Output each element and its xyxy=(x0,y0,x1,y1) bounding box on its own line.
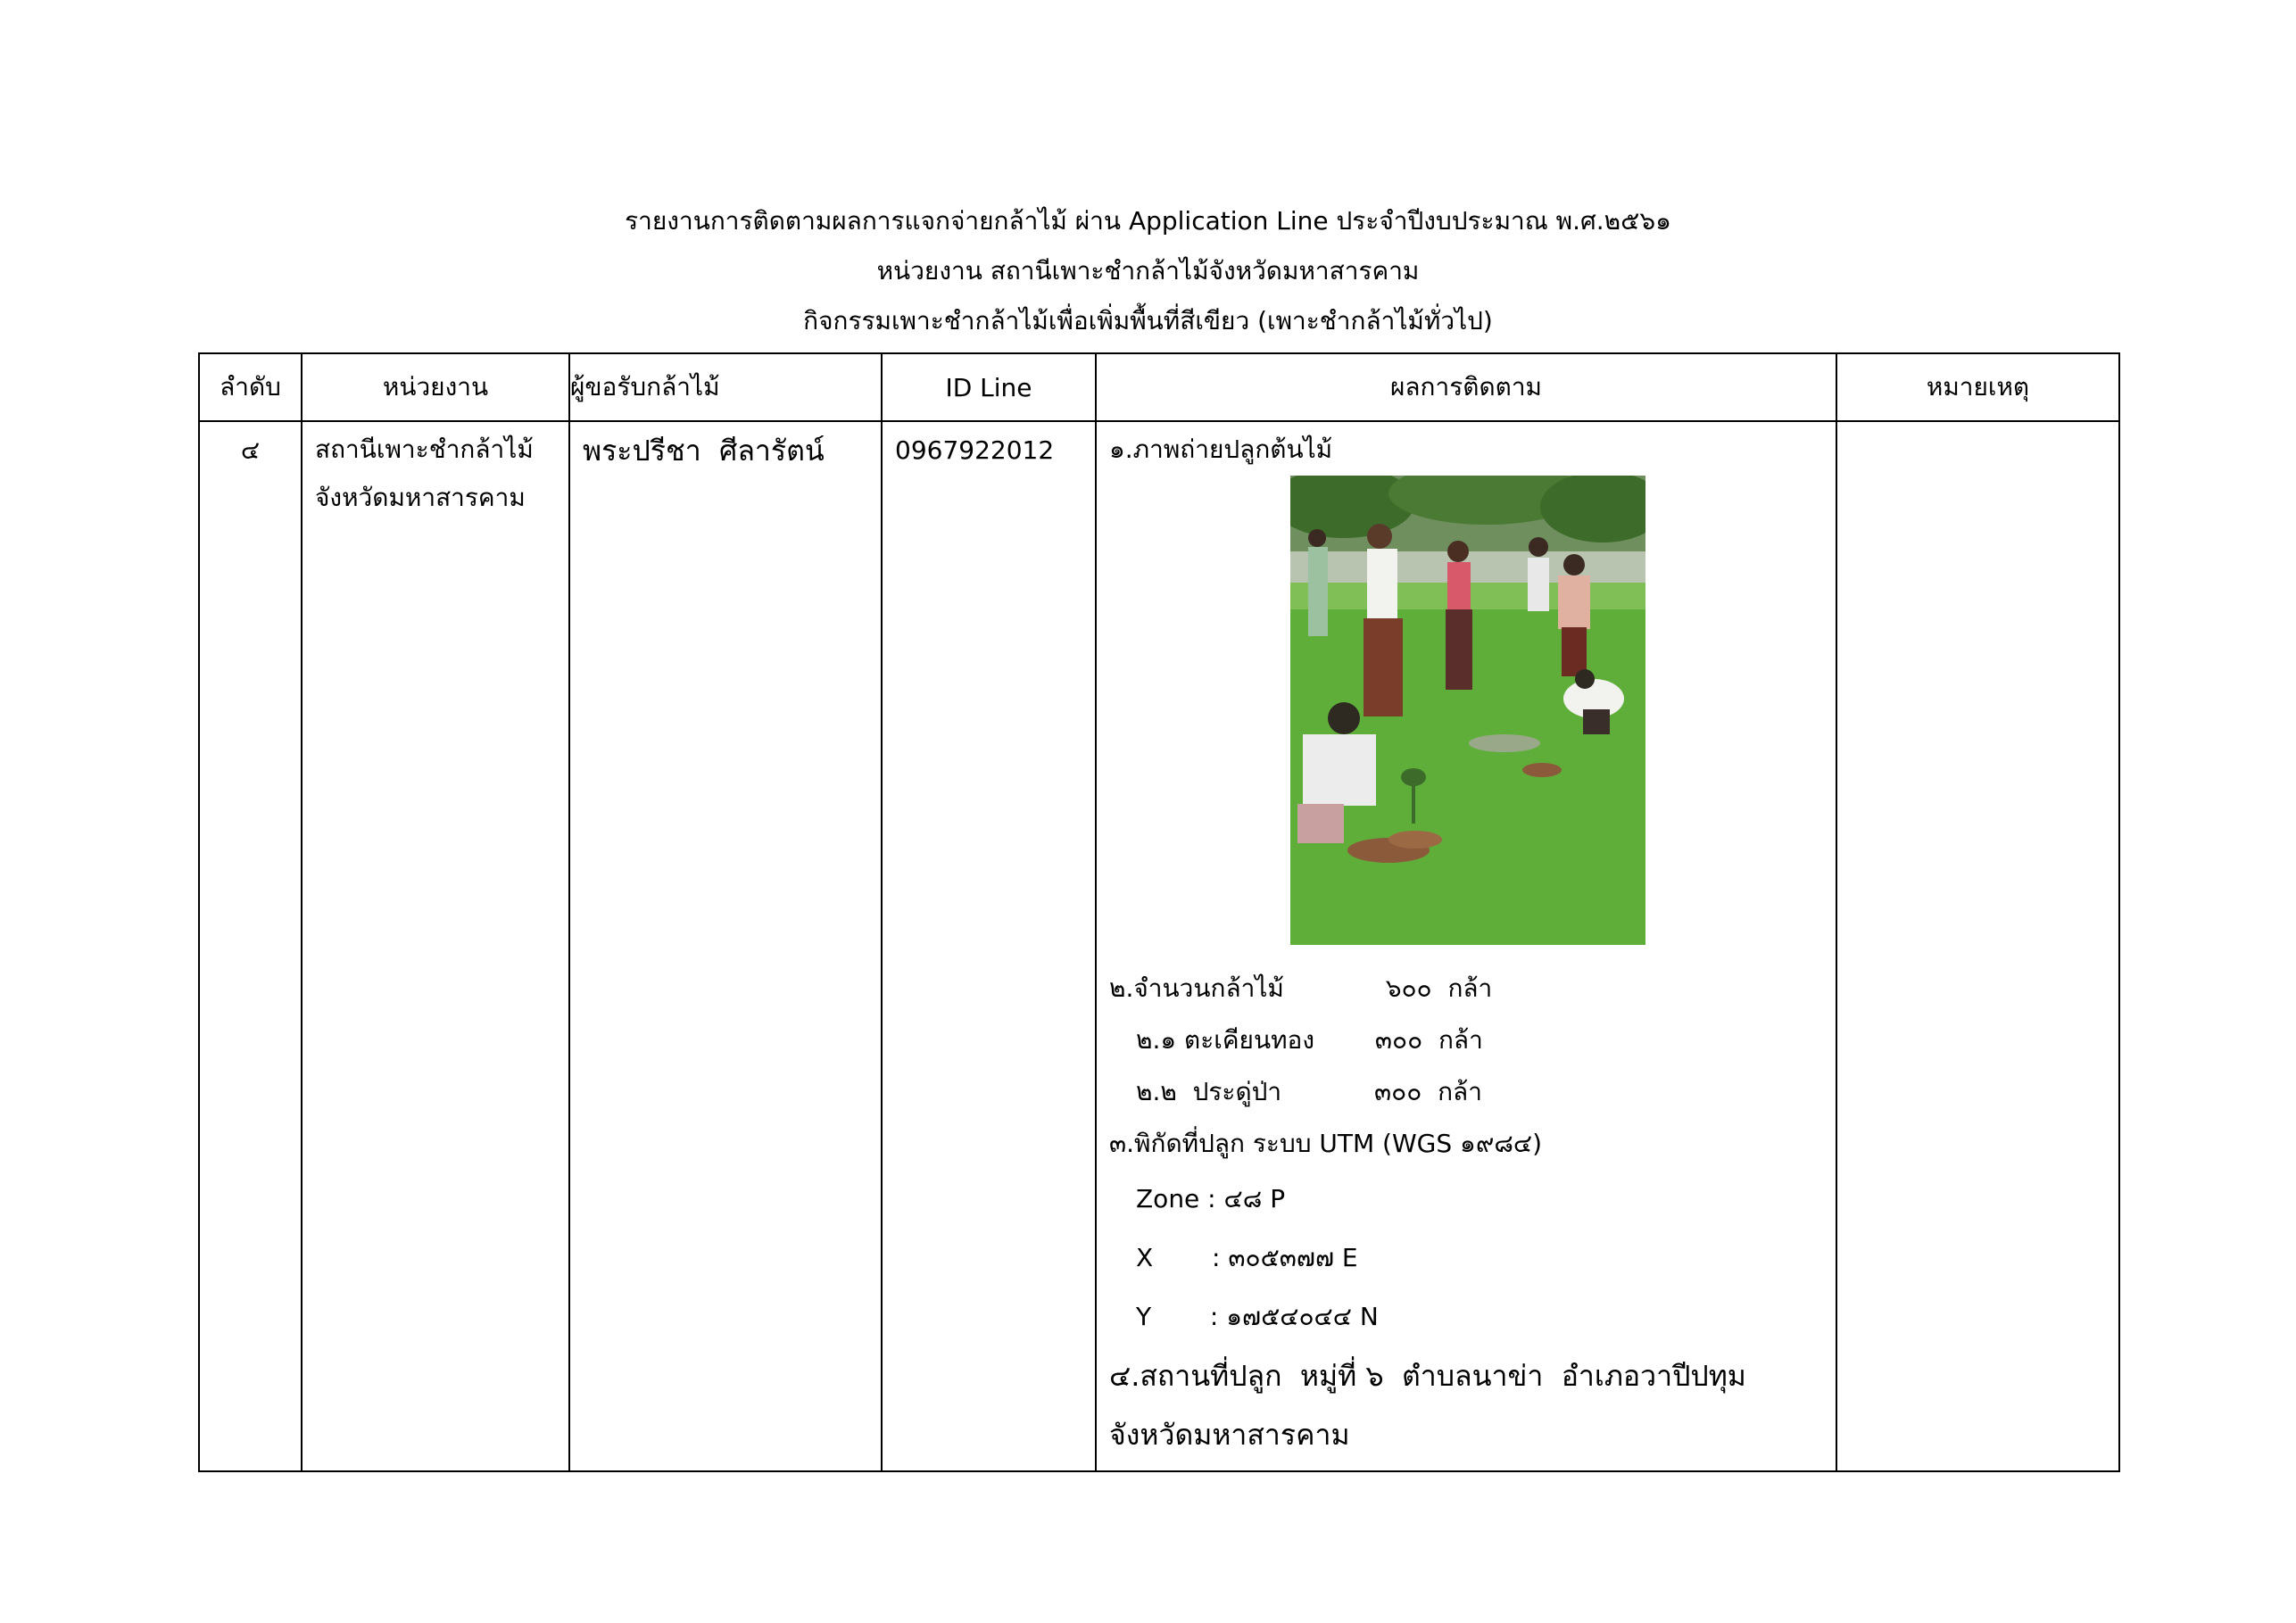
col-agency: หน่วยงาน xyxy=(302,353,569,421)
col-id-line: ID Line xyxy=(882,353,1096,421)
cell-result xyxy=(1096,421,1836,1471)
order-value: ๔ xyxy=(240,435,261,465)
agency-line1: สถานีเพาะชำกล้าไม้ xyxy=(315,435,534,464)
utm-y-label: Y xyxy=(1136,1302,1152,1331)
item2-row xyxy=(1097,1066,1836,1118)
col-order: ลำดับ xyxy=(199,353,302,421)
coord-label: ๓.พิกัดที่ปลูก ระบบ UTM (WGS ๑๙๘๔) xyxy=(1109,1129,1543,1158)
item2-label: ๒.๒ ประดู่ป่า xyxy=(1136,1077,1282,1106)
item1-count: ๓๐๐ กล้า xyxy=(1374,1025,1483,1055)
report-agency: หน่วยงาน สถานีเพาะชำกล้าไม้จังหวัดมหาสารคาม xyxy=(876,256,1420,286)
utm-y-value: : ๑๗๕๔๐๔๔ N xyxy=(1209,1302,1379,1331)
col-result: ผลการติดตาม xyxy=(1096,353,1836,421)
item1-label: ๒.๑ ตะเคียนทอง xyxy=(1136,1025,1315,1055)
col-recipient: ผู้ขอรับกล้าไม้ xyxy=(569,353,882,421)
item2-count: ๓๐๐ กล้า xyxy=(1373,1077,1482,1106)
location-line2: จังหวัดมหาสารคาม xyxy=(1109,1418,1350,1452)
report-title: รายงานการติดตามผลการแจกจ่ายกล้าไม้ ผ่าน Application Line ประจำปีงบประมาณ พ.ศ.๒๕๖๑ xyxy=(625,206,1671,236)
item1-row xyxy=(1097,1014,1836,1066)
cell-recipient xyxy=(569,421,882,1471)
utm-x-label: X xyxy=(1136,1243,1154,1272)
utm-x-value: : ๓๐๕๓๗๗ E xyxy=(1212,1243,1358,1272)
cell-remark xyxy=(1836,421,2119,1471)
remark-value xyxy=(1837,422,2118,426)
table-header-row xyxy=(199,353,2119,421)
photo-label: ๑.ภาพถ่ายปลูกต้นไม้ xyxy=(1109,435,1333,464)
utm-y-row xyxy=(1097,1288,1836,1346)
report-table xyxy=(198,352,2120,1472)
location-line1: ๔.สถานที่ปลูก หมู่ที่ ๖ ตำบลนาข่า อำเภอวาปีปทุม xyxy=(1109,1359,1746,1393)
col-remark: หมายเหตุ xyxy=(1836,353,2119,421)
seedlings-label: ๒.จำนวนกล้าไม้ xyxy=(1109,973,1284,1003)
cell-agency xyxy=(302,421,569,1471)
cell-id-line xyxy=(882,421,1096,1471)
tree-planting-photo xyxy=(1290,476,1645,945)
seedlings-count: ๖๐๐ กล้า xyxy=(1385,973,1493,1003)
seedlings-row xyxy=(1097,963,1836,1014)
report-activity: กิจกรรมเพาะชำกล้าไม้เพื่อเพิ่มพื้นที่สีเขียว (เพาะชำกล้าไม้ทั่วไป) xyxy=(803,306,1493,335)
cell-order xyxy=(199,421,302,1471)
utm-zone: Zone : ๔๘ P xyxy=(1136,1184,1286,1213)
agency-line2: จังหวัดมหาสารคาม xyxy=(315,483,526,512)
id-line-value: 0967922012 xyxy=(895,435,1055,465)
utm-x-row xyxy=(1097,1229,1836,1288)
table-row xyxy=(199,421,2119,1471)
recipient-name: พระปรีชา ศีลารัตน์ xyxy=(583,434,825,468)
